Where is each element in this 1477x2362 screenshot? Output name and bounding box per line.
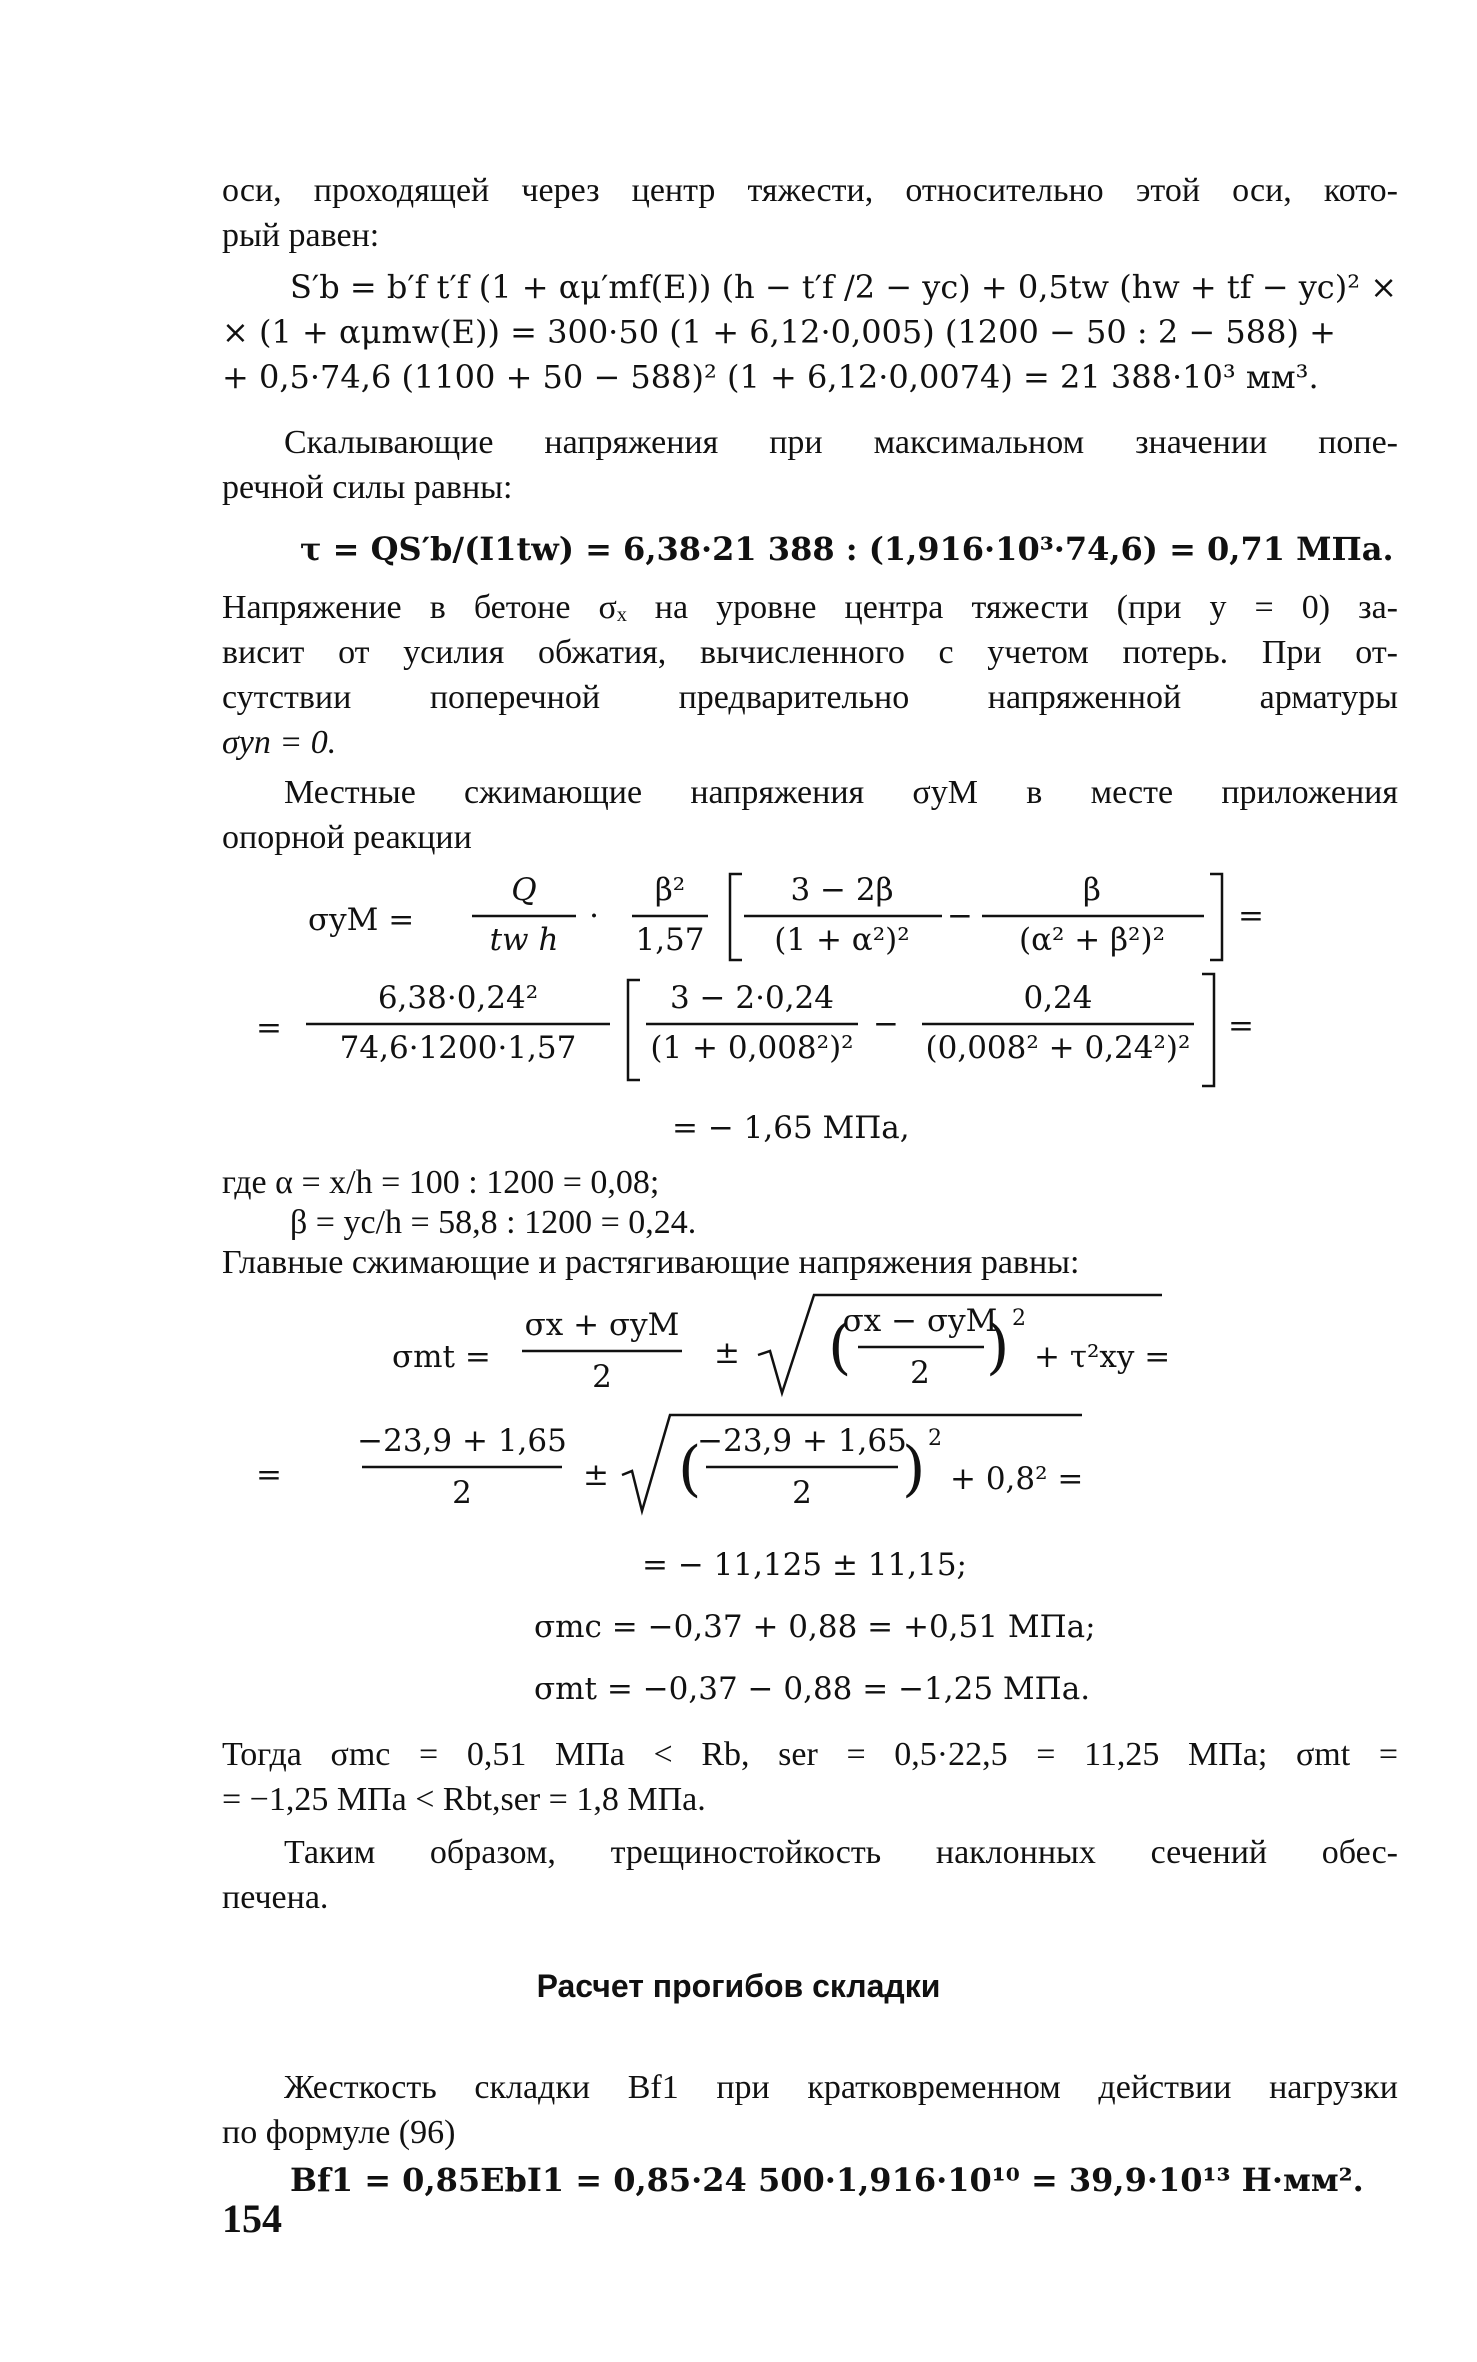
paragraph-line: речной силы равны: [222, 469, 513, 506]
smt2-root-den: 2 [792, 1475, 812, 1511]
sym2-num1: 3 − 2·0,24 [669, 980, 835, 1016]
sym-q: Q [511, 872, 537, 908]
sym2-den1: (1 + 0,008²)² [650, 1030, 854, 1066]
where-line: β = yc/h = 58,8 : 1200 = 0,24. [290, 1204, 697, 1241]
sym2-den0: 74,6·1200·1,57 [339, 1030, 577, 1066]
svg-text:=: = [1228, 1008, 1254, 1044]
formula-sigma-ym [222, 868, 1398, 1158]
smc: σmc = −0,37 + 0,88 = +0,51 МПа; [534, 1609, 1096, 1645]
paragraph-line: Главные сжимающие и растягивающие напряжения равны: [222, 1244, 1080, 1281]
smt-tail: + τ²xy = [1034, 1339, 1171, 1375]
paragraph-line: оси, проходящей через центр тяжести, относительно этой оси, кото- [222, 172, 1398, 209]
sym-beta2: β² [654, 872, 686, 908]
smt-final: σmt = −0,37 − 0,88 = −1,25 МПа. [534, 1671, 1091, 1707]
page-number: 154 [222, 2196, 282, 2241]
paragraph-line: опорной реакции [222, 819, 472, 856]
svg-text:2: 2 [1012, 1306, 1026, 1331]
sym-lhs: σyM = [308, 902, 415, 938]
paragraph-line: Жесткость складки Bf1 при кратковременном действии нагрузки [284, 2069, 1398, 2106]
paragraph-line: σyn = 0. [222, 724, 337, 761]
svg-text:=: = [1238, 898, 1264, 934]
paragraph-line: рый равен: [222, 217, 380, 254]
paragraph-line: по формуле (96) [222, 2114, 456, 2151]
where-line: где α = x/h = 100 : 1200 = 0,08; [222, 1164, 660, 1201]
paragraph-line: Таким образом, трещиностойкость наклонных сечений обес- [284, 1834, 1398, 1871]
svg-text:−: − [947, 898, 973, 934]
smt2-num: −23,9 + 1,65 [357, 1423, 567, 1459]
svg-text:): ) [986, 1312, 1010, 1382]
section-heading: Расчет прогибов складки [536, 1968, 941, 2004]
paragraph-line: сутствии поперечной предварительно напряженной арматуры [222, 679, 1398, 716]
smt-root-den: 2 [910, 1355, 930, 1391]
formula-sigma-mt [222, 1285, 1398, 1735]
sym-twh: tw h [489, 922, 559, 958]
smt-root-num: σx − σyM [842, 1303, 998, 1339]
smt-den: 2 [592, 1359, 612, 1395]
paragraph-line: Напряжение в бетоне σₓ на уровне центра тяжести (при y = 0) за- [222, 589, 1398, 626]
sym-result: = − 1,65 МПа, [672, 1110, 910, 1146]
smt2-den: 2 [452, 1475, 472, 1511]
paragraph-line: = −1,25 МПа < Rbt,ser = 1,8 МПа. [222, 1781, 706, 1818]
smt2-root-num: −23,9 + 1,65 [697, 1423, 907, 1459]
formula-sb-line3: + 0,5·74,6 (1100 + 50 − 588)² (1 + 6,12·0,0074) = 21 388·10³ мм³. [222, 358, 1319, 396]
paragraph-line: Тогда σmc = 0,51 МПа < Rb, ser = 0,5·22,5 = 11,25 МПа; σmt = [222, 1736, 1398, 1773]
sym-num1: 3 − 2β [790, 872, 894, 908]
svg-text:±: ± [583, 1457, 609, 1493]
svg-text:=: = [256, 1457, 282, 1493]
sym2-num0: 6,38·0,24² [377, 980, 539, 1016]
svg-text:(: ( [828, 1312, 852, 1382]
formula-bf1: Bf1 = 0,85EbI1 = 0,85·24 500·1,916·10¹⁰ = 39,9·10¹³ Н·мм². [290, 2161, 1364, 2199]
paragraph-line: печена. [222, 1879, 329, 1916]
paragraph-line: висит от усилия обжатия, вычисленного с учетом потерь. При от- [222, 634, 1398, 671]
sym-157: 1,57 [635, 922, 705, 958]
sym2-den2: (0,008² + 0,24²)² [925, 1030, 1191, 1066]
svg-text:(: ( [678, 1434, 702, 1504]
svg-text:−: − [873, 1006, 899, 1042]
svg-text:): ) [902, 1434, 926, 1504]
formula-tau: τ = QS′b/(I1tw) = 6,38·21 388 : (1,916·10³·74,6) = 0,71 МПа. [300, 530, 1394, 568]
smt-num: σx + σyM [524, 1307, 680, 1343]
smt-lhs: σmt = [392, 1339, 491, 1375]
smt2-tail: + 0,8² = [950, 1461, 1084, 1497]
formula-sb-line1: S′b = b′f t′f (1 + αμ′mf(E)) (h − t′f /2 − yc) + 0,5tw (hw + tf − yc)² × [290, 268, 1398, 306]
svg-text:2: 2 [928, 1426, 942, 1451]
sym-den2: (α² + β²)² [1018, 922, 1166, 958]
sym2-num2: 0,24 [1023, 980, 1093, 1016]
sym-num2: β [1083, 872, 1101, 908]
smt3: = − 11,125 ± 11,15; [642, 1547, 968, 1583]
paragraph-line: Скалывающие напряжения при максимальном значении попе- [284, 424, 1398, 461]
sym-den1: (1 + α²)² [774, 922, 910, 958]
svg-text:·: · [589, 898, 599, 934]
formula-sb-line2: × (1 + αμmw(E)) = 300·50 (1 + 6,12·0,005) (1200 − 50 : 2 − 588) + [222, 313, 1336, 351]
svg-text:=: = [256, 1010, 282, 1046]
paragraph-line: Местные сжимающие напряжения σyM в месте приложения [284, 774, 1398, 811]
svg-text:±: ± [714, 1335, 740, 1371]
